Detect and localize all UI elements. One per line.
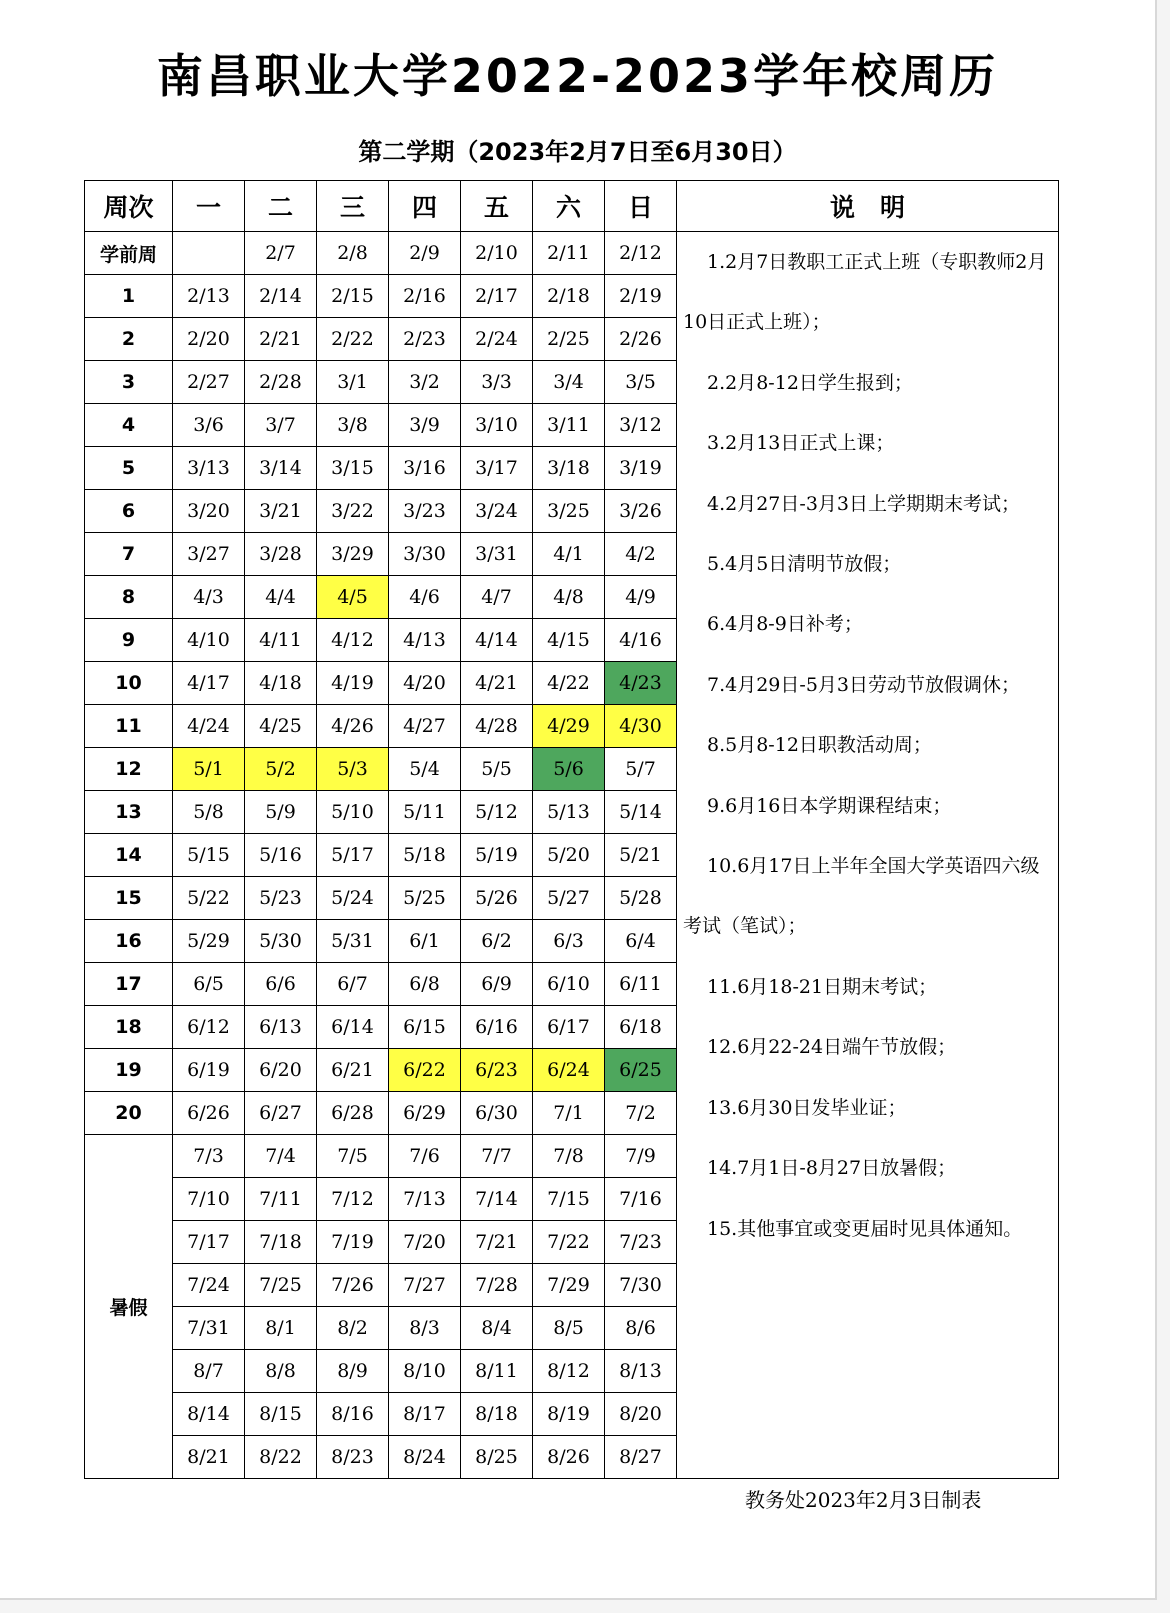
date-cell: 6/7 [317, 963, 389, 1006]
date-cell: 3/21 [245, 490, 317, 533]
date-cell: 4/9 [605, 576, 677, 619]
date-cell: 6/20 [245, 1049, 317, 1092]
date-cell: 6/16 [461, 1006, 533, 1049]
week-number-cell: 20 [85, 1092, 173, 1135]
date-cell: 4/24 [173, 705, 245, 748]
note-item: 3.2月13日正式上课； [707, 432, 895, 455]
holiday-date-cell: 6/24 [533, 1049, 605, 1092]
date-cell: 6/18 [605, 1006, 677, 1049]
date-cell: 3/28 [245, 533, 317, 576]
holiday-date-cell: 4/5 [317, 576, 389, 619]
holiday-date-cell: 5/2 [245, 748, 317, 791]
date-cell: 2/19 [605, 275, 677, 318]
date-cell: 5/7 [605, 748, 677, 791]
date-cell: 8/18 [461, 1393, 533, 1436]
date-cell: 8/16 [317, 1393, 389, 1436]
date-cell: 2/9 [389, 232, 461, 275]
date-cell: 6/3 [533, 920, 605, 963]
week-number-cell: 15 [85, 877, 173, 920]
date-cell: 5/8 [173, 791, 245, 834]
date-cell: 6/28 [317, 1092, 389, 1135]
date-cell: 2/22 [317, 318, 389, 361]
week-number-cell: 14 [85, 834, 173, 877]
date-cell: 5/21 [605, 834, 677, 877]
date-cell: 6/19 [173, 1049, 245, 1092]
date-cell: 6/21 [317, 1049, 389, 1092]
date-cell: 7/13 [389, 1178, 461, 1221]
date-cell: 2/7 [245, 232, 317, 275]
week-number-cell: 11 [85, 705, 173, 748]
date-cell: 3/17 [461, 447, 533, 490]
week-number-cell: 16 [85, 920, 173, 963]
week-row [85, 232, 1059, 275]
date-cell: 8/19 [533, 1393, 605, 1436]
date-cell: 4/19 [317, 662, 389, 705]
notes-cell [677, 232, 1059, 1479]
date-cell: 3/20 [173, 490, 245, 533]
date-cell: 6/14 [317, 1006, 389, 1049]
date-cell: 7/28 [461, 1264, 533, 1307]
date-cell: 5/30 [245, 920, 317, 963]
note-item: 10.6月17日上半年全国大学英语四六级考试（笔试）； [683, 855, 1040, 938]
date-cell: 5/31 [317, 920, 389, 963]
date-cell: 5/17 [317, 834, 389, 877]
date-cell: 5/20 [533, 834, 605, 877]
date-cell: 4/7 [461, 576, 533, 619]
table-header-row [85, 181, 1059, 232]
holiday-date-cell: 5/1 [173, 748, 245, 791]
date-cell: 6/9 [461, 963, 533, 1006]
date-cell: 6/6 [245, 963, 317, 1006]
holiday-date-cell: 5/3 [317, 748, 389, 791]
holiday-date-cell: 6/22 [389, 1049, 461, 1092]
date-cell: 5/27 [533, 877, 605, 920]
date-cell: 3/7 [245, 404, 317, 447]
date-cell: 3/9 [389, 404, 461, 447]
date-cell: 8/15 [245, 1393, 317, 1436]
date-cell: 5/13 [533, 791, 605, 834]
week-column-header: 周次 [85, 181, 173, 232]
date-cell: 4/10 [173, 619, 245, 662]
date-cell: 3/23 [389, 490, 461, 533]
week-number-cell: 9 [85, 619, 173, 662]
date-cell: 2/20 [173, 318, 245, 361]
date-cell: 2/18 [533, 275, 605, 318]
date-cell: 2/13 [173, 275, 245, 318]
date-cell: 7/4 [245, 1135, 317, 1178]
date-cell: 2/16 [389, 275, 461, 318]
date-cell: 4/1 [533, 533, 605, 576]
date-cell: 5/11 [389, 791, 461, 834]
date-cell: 5/24 [317, 877, 389, 920]
date-cell: 7/17 [173, 1221, 245, 1264]
date-cell: 6/2 [461, 920, 533, 963]
date-cell: 8/21 [173, 1436, 245, 1479]
date-cell: 2/17 [461, 275, 533, 318]
date-cell: 4/15 [533, 619, 605, 662]
footer-credit: 教务处2023年2月3日制表 [745, 1488, 982, 1512]
note-item: 5.4月5日清明节放假； [707, 553, 902, 576]
date-cell: 3/6 [173, 404, 245, 447]
date-cell: 8/6 [605, 1307, 677, 1350]
date-cell: 3/14 [245, 447, 317, 490]
date-cell: 6/11 [605, 963, 677, 1006]
date-cell: 5/23 [245, 877, 317, 920]
date-cell: 4/21 [461, 662, 533, 705]
date-cell: 7/5 [317, 1135, 389, 1178]
date-cell: 5/29 [173, 920, 245, 963]
date-cell: 5/15 [173, 834, 245, 877]
date-cell: 4/16 [605, 619, 677, 662]
date-cell: 5/5 [461, 748, 533, 791]
week-calendar-table [84, 180, 1059, 1479]
date-cell: 3/2 [389, 361, 461, 404]
date-cell: 6/5 [173, 963, 245, 1006]
date-cell: 8/22 [245, 1436, 317, 1479]
date-cell: 2/25 [533, 318, 605, 361]
semester-subtitle: 第二学期（2023年2月7日至6月30日） [358, 138, 797, 166]
date-cell: 2/28 [245, 361, 317, 404]
makeup-workday-cell: 5/6 [533, 748, 605, 791]
note-item: 11.6月18-21日期末考试； [707, 975, 938, 998]
date-cell: 5/25 [389, 877, 461, 920]
week-number-cell: 18 [85, 1006, 173, 1049]
date-cell: 6/30 [461, 1092, 533, 1135]
date-cell: 8/9 [317, 1350, 389, 1393]
date-cell: 7/29 [533, 1264, 605, 1307]
date-cell: 3/13 [173, 447, 245, 490]
day-header-sun: 日 [605, 181, 677, 232]
date-cell: 6/1 [389, 920, 461, 963]
date-cell: 6/10 [533, 963, 605, 1006]
date-cell: 5/14 [605, 791, 677, 834]
note-item: 8.5月8-12日职教活动周； [707, 734, 932, 757]
date-cell: 7/1 [533, 1092, 605, 1135]
date-cell: 8/27 [605, 1436, 677, 1479]
date-cell: 8/12 [533, 1350, 605, 1393]
date-cell: 4/6 [389, 576, 461, 619]
date-cell: 3/16 [389, 447, 461, 490]
note-item: 13.6月30日发毕业证； [707, 1096, 907, 1119]
date-cell: 3/22 [317, 490, 389, 533]
date-cell: 4/3 [173, 576, 245, 619]
date-cell: 5/9 [245, 791, 317, 834]
date-cell: 8/7 [173, 1350, 245, 1393]
notes-column-header: 说 明 [677, 181, 1059, 232]
date-cell: 8/20 [605, 1393, 677, 1436]
date-cell: 4/8 [533, 576, 605, 619]
date-cell: 4/2 [605, 533, 677, 576]
date-cell: 3/24 [461, 490, 533, 533]
date-cell: 3/30 [389, 533, 461, 576]
date-cell: 4/12 [317, 619, 389, 662]
week-number-cell: 17 [85, 963, 173, 1006]
date-cell: 6/27 [245, 1092, 317, 1135]
week-number-cell: 3 [85, 361, 173, 404]
note-item: 9.6月16日本学期课程结束； [707, 794, 952, 817]
date-cell: 4/13 [389, 619, 461, 662]
date-cell: 8/8 [245, 1350, 317, 1393]
date-cell: 8/23 [317, 1436, 389, 1479]
note-item: 6.4月8-9日补考； [707, 613, 863, 636]
date-cell: 6/26 [173, 1092, 245, 1135]
date-cell: 7/3 [173, 1135, 245, 1178]
date-cell: 5/19 [461, 834, 533, 877]
date-cell: 7/21 [461, 1221, 533, 1264]
date-cell: 3/29 [317, 533, 389, 576]
week-number-cell: 5 [85, 447, 173, 490]
week-number-cell: 1 [85, 275, 173, 318]
date-cell: 3/15 [317, 447, 389, 490]
date-cell: 7/22 [533, 1221, 605, 1264]
date-cell: 6/8 [389, 963, 461, 1006]
week-number-cell: 4 [85, 404, 173, 447]
note-item: 12.6月22-24日端午节放假； [707, 1036, 957, 1059]
date-cell: 7/2 [605, 1092, 677, 1135]
date-cell: 2/12 [605, 232, 677, 275]
date-cell: 4/14 [461, 619, 533, 662]
date-cell: 6/29 [389, 1092, 461, 1135]
week-number-cell: 8 [85, 576, 173, 619]
date-cell: 7/25 [245, 1264, 317, 1307]
date-cell: 3/25 [533, 490, 605, 533]
date-cell: 2/21 [245, 318, 317, 361]
date-cell: 6/4 [605, 920, 677, 963]
date-cell: 7/16 [605, 1178, 677, 1221]
date-cell: 6/13 [245, 1006, 317, 1049]
date-cell: 2/24 [461, 318, 533, 361]
date-cell: 4/17 [173, 662, 245, 705]
holiday-date-cell: 4/29 [533, 705, 605, 748]
date-cell: 5/4 [389, 748, 461, 791]
date-cell: 7/31 [173, 1307, 245, 1350]
page-title: 南昌职业大学2022-2023学年校周历 [156, 49, 999, 103]
date-cell: 7/8 [533, 1135, 605, 1178]
date-cell: 7/18 [245, 1221, 317, 1264]
date-cell: 7/15 [533, 1178, 605, 1221]
date-cell: 3/18 [533, 447, 605, 490]
date-cell: 2/11 [533, 232, 605, 275]
day-header-mon: 一 [173, 181, 245, 232]
date-cell: 7/14 [461, 1178, 533, 1221]
date-cell: 3/1 [317, 361, 389, 404]
makeup-workday-cell: 4/23 [605, 662, 677, 705]
date-cell: 3/11 [533, 404, 605, 447]
date-cell: 8/17 [389, 1393, 461, 1436]
holiday-date-cell: 4/30 [605, 705, 677, 748]
date-cell: 4/4 [245, 576, 317, 619]
day-header-fri: 五 [461, 181, 533, 232]
date-cell: 8/4 [461, 1307, 533, 1350]
date-cell: 5/26 [461, 877, 533, 920]
date-cell: 3/3 [461, 361, 533, 404]
date-cell: 5/10 [317, 791, 389, 834]
date-cell: 5/18 [389, 834, 461, 877]
date-cell: 5/28 [605, 877, 677, 920]
date-cell: 8/5 [533, 1307, 605, 1350]
date-cell: 6/15 [389, 1006, 461, 1049]
date-cell: 2/23 [389, 318, 461, 361]
date-cell: 3/5 [605, 361, 677, 404]
makeup-workday-cell: 6/25 [605, 1049, 677, 1092]
date-cell: 7/27 [389, 1264, 461, 1307]
day-header-sat: 六 [533, 181, 605, 232]
week-number-cell: 2 [85, 318, 173, 361]
date-cell: 5/22 [173, 877, 245, 920]
note-item: 14.7月1日-8月27日放暑假； [707, 1157, 957, 1180]
date-cell: 5/12 [461, 791, 533, 834]
date-cell: 4/20 [389, 662, 461, 705]
date-cell: 7/9 [605, 1135, 677, 1178]
day-header-wed: 三 [317, 181, 389, 232]
date-cell: 7/12 [317, 1178, 389, 1221]
date-cell: 8/24 [389, 1436, 461, 1479]
date-cell: 4/18 [245, 662, 317, 705]
date-cell: 2/15 [317, 275, 389, 318]
date-cell: 8/1 [245, 1307, 317, 1350]
date-cell: 8/11 [461, 1350, 533, 1393]
date-cell: 3/8 [317, 404, 389, 447]
date-cell: 2/27 [173, 361, 245, 404]
week-number-cell: 12 [85, 748, 173, 791]
date-cell: 8/10 [389, 1350, 461, 1393]
week-number-cell: 学前周 [85, 232, 173, 275]
summer-vacation-label: 暑假 [85, 1135, 173, 1479]
date-cell: 4/22 [533, 662, 605, 705]
date-cell: 4/25 [245, 705, 317, 748]
date-cell: 2/8 [317, 232, 389, 275]
date-cell: 7/26 [317, 1264, 389, 1307]
date-cell: 4/27 [389, 705, 461, 748]
note-item: 15.其他事宜或变更届时见具体通知。 [707, 1217, 1023, 1240]
date-cell: 7/7 [461, 1135, 533, 1178]
note-item: 2.2月8-12日学生报到； [707, 371, 913, 394]
week-number-cell: 13 [85, 791, 173, 834]
date-cell: 8/26 [533, 1436, 605, 1479]
date-cell: 3/19 [605, 447, 677, 490]
date-cell: 8/13 [605, 1350, 677, 1393]
note-item: 4.2月27日-3月3日上学期期末考试； [707, 492, 1020, 515]
day-header-tue: 二 [245, 181, 317, 232]
date-cell: 7/10 [173, 1178, 245, 1221]
date-cell: 2/10 [461, 232, 533, 275]
date-cell: 6/12 [173, 1006, 245, 1049]
date-cell: 7/6 [389, 1135, 461, 1178]
date-cell: 7/24 [173, 1264, 245, 1307]
week-number-cell: 10 [85, 662, 173, 705]
week-number-cell: 19 [85, 1049, 173, 1092]
date-cell: 4/26 [317, 705, 389, 748]
date-cell: 3/12 [605, 404, 677, 447]
date-cell: 8/3 [389, 1307, 461, 1350]
date-cell: 3/4 [533, 361, 605, 404]
date-cell: 3/10 [461, 404, 533, 447]
date-cell: 4/28 [461, 705, 533, 748]
week-number-cell: 7 [85, 533, 173, 576]
date-cell: 3/27 [173, 533, 245, 576]
holiday-date-cell: 6/23 [461, 1049, 533, 1092]
date-cell: 2/26 [605, 318, 677, 361]
date-cell: 2/14 [245, 275, 317, 318]
date-cell: 8/25 [461, 1436, 533, 1479]
date-cell: 5/16 [245, 834, 317, 877]
note-item: 1.2月7日教职工正式上班（专职教师2月10日正式上班）； [683, 251, 1047, 334]
note-item: 7.4月29日-5月3日劳动节放假调休； [707, 673, 1020, 696]
date-cell [173, 232, 245, 275]
date-cell: 4/11 [245, 619, 317, 662]
date-cell: 7/30 [605, 1264, 677, 1307]
date-cell: 7/11 [245, 1178, 317, 1221]
date-cell: 8/2 [317, 1307, 389, 1350]
date-cell: 3/26 [605, 490, 677, 533]
date-cell: 7/19 [317, 1221, 389, 1264]
week-number-cell: 6 [85, 490, 173, 533]
date-cell: 7/20 [389, 1221, 461, 1264]
day-header-thu: 四 [389, 181, 461, 232]
date-cell: 8/14 [173, 1393, 245, 1436]
date-cell: 3/31 [461, 533, 533, 576]
date-cell: 6/17 [533, 1006, 605, 1049]
date-cell: 7/23 [605, 1221, 677, 1264]
